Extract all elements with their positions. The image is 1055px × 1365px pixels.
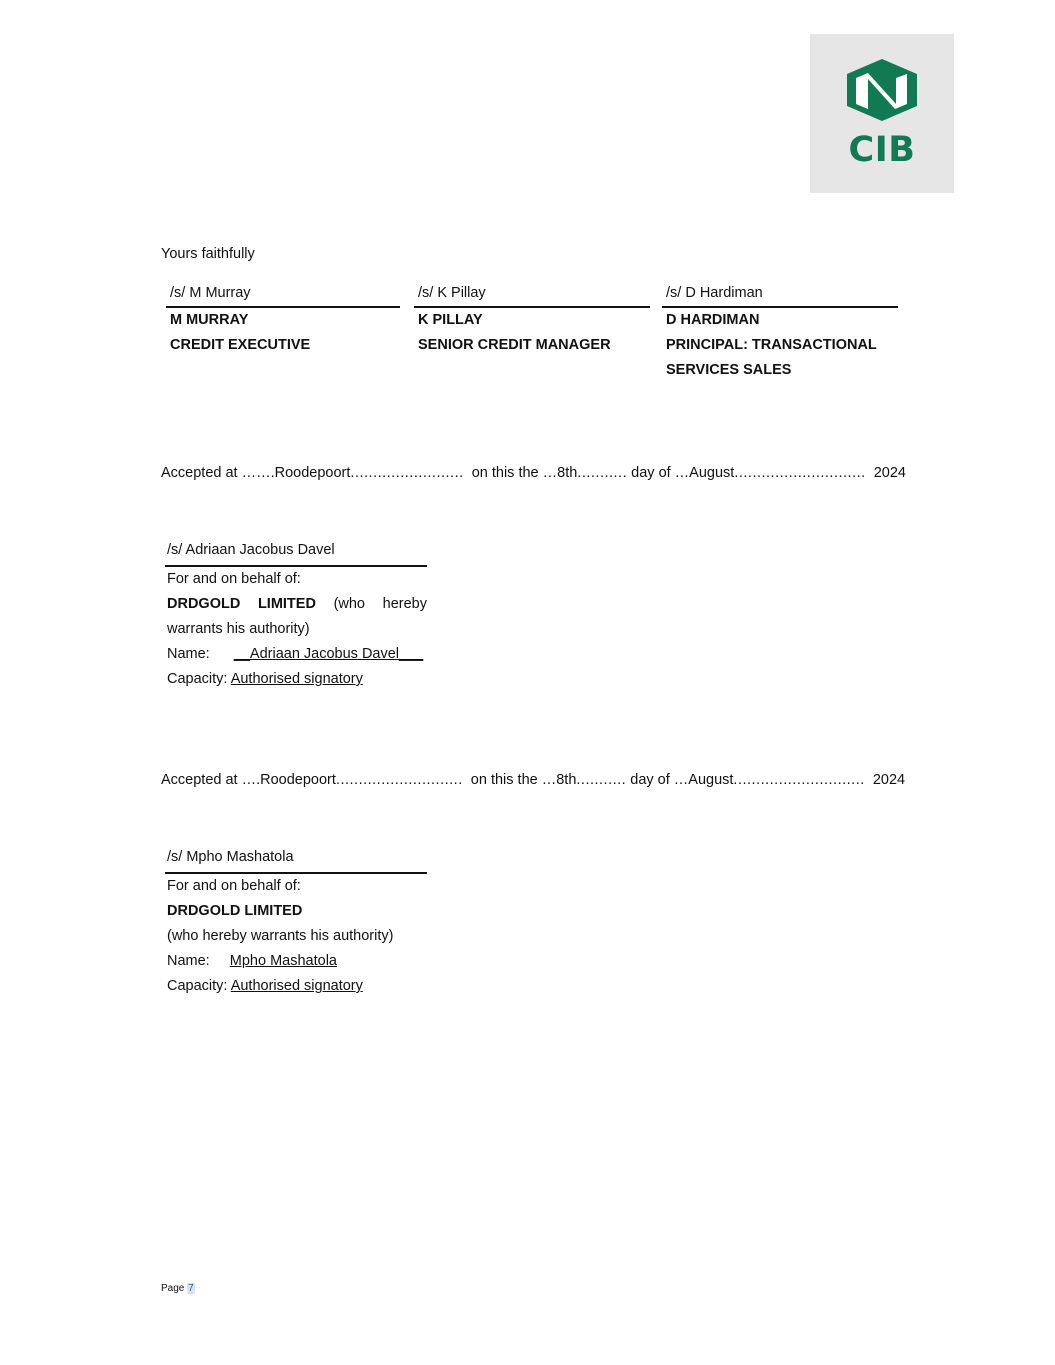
nedbank-n-logo-icon [810,34,954,134]
acceptance-line [161,772,906,788]
name-label: Name: [167,953,210,969]
dots: ........... [576,772,627,788]
acceptance-place: Accepted at ….Roodepoort [161,772,336,788]
signatory-title: PRINCIPAL: TRANSACTIONAL [666,337,877,353]
behalf-label: For and on behalf of: [167,571,301,587]
acceptance-place: Accepted at …….Roodepoort [161,465,351,481]
name-line [165,642,427,667]
dots: ......................... [350,465,464,481]
signature: /s/ Adriaan Jacobus Davel [167,542,335,558]
capacity-value: Authorised signatory [230,671,363,687]
company-logo [810,34,954,193]
capacity-label: Capacity: [167,978,228,994]
warrants-text: warrants his authority) [167,621,310,637]
acceptance-day: on this the …8th [470,772,577,788]
company-name: DRDGOLD LIMITED [167,903,303,919]
dots: ........... [577,465,628,481]
name-label: Name: [167,646,210,662]
hereby-text: hereby [382,596,427,612]
signatory-name: D HARDIMAN [666,312,760,328]
page-label: Page [161,1283,185,1294]
acceptance-year: 2024 [872,772,906,788]
acceptance-block [165,848,427,999]
acceptance-line [161,465,906,481]
signatory-name: M MURRAY [170,312,249,328]
signatory-name: K PILLAY [418,312,483,328]
capacity-value: Authorised signatory [230,978,363,994]
company-line [165,592,427,617]
dots: ............................ [335,772,463,788]
name-value: __Adriaan Jacobus Davel___ [233,646,424,662]
who-text: (who [333,596,365,612]
company-name: DRDGOLD [167,596,241,612]
capacity-line [165,974,427,999]
acceptance-month: day of …August [630,772,734,788]
company-name-suffix: LIMITED [257,596,316,612]
signature: /s/ D Hardiman [666,285,763,301]
closing-text: Yours faithfully [161,246,255,262]
dots: ............................. [733,772,865,788]
signature: /s/ Mpho Mashatola [167,849,294,865]
signatory-column [662,284,898,383]
capacity-label: Capacity: [167,671,228,687]
name-line [165,949,427,974]
signature: /s/ K Pillay [418,285,486,301]
capacity-line [165,667,427,692]
warrants-text: (who hereby warrants his authority) [167,928,394,944]
acceptance-block [165,541,427,692]
acceptance-day: on this the …8th [471,465,578,481]
page-number: 7 [188,1283,194,1294]
signatory-title: CREDIT EXECUTIVE [170,337,311,353]
acceptance-month: day of …August [631,465,735,481]
page-footer [161,1283,195,1294]
name-value: Mpho Mashatola [229,953,337,969]
signatory-title-continued: SERVICES SALES [666,362,792,378]
signatory-column [166,284,400,358]
signatory-title: SENIOR CREDIT MANAGER [418,337,611,353]
acceptance-year: 2024 [873,465,906,481]
behalf-label: For and on behalf of: [167,878,301,894]
signature: /s/ M Murray [170,285,251,301]
dots: ............................. [734,465,866,481]
logo-text: CIB [848,130,916,170]
signatory-column [414,284,650,358]
